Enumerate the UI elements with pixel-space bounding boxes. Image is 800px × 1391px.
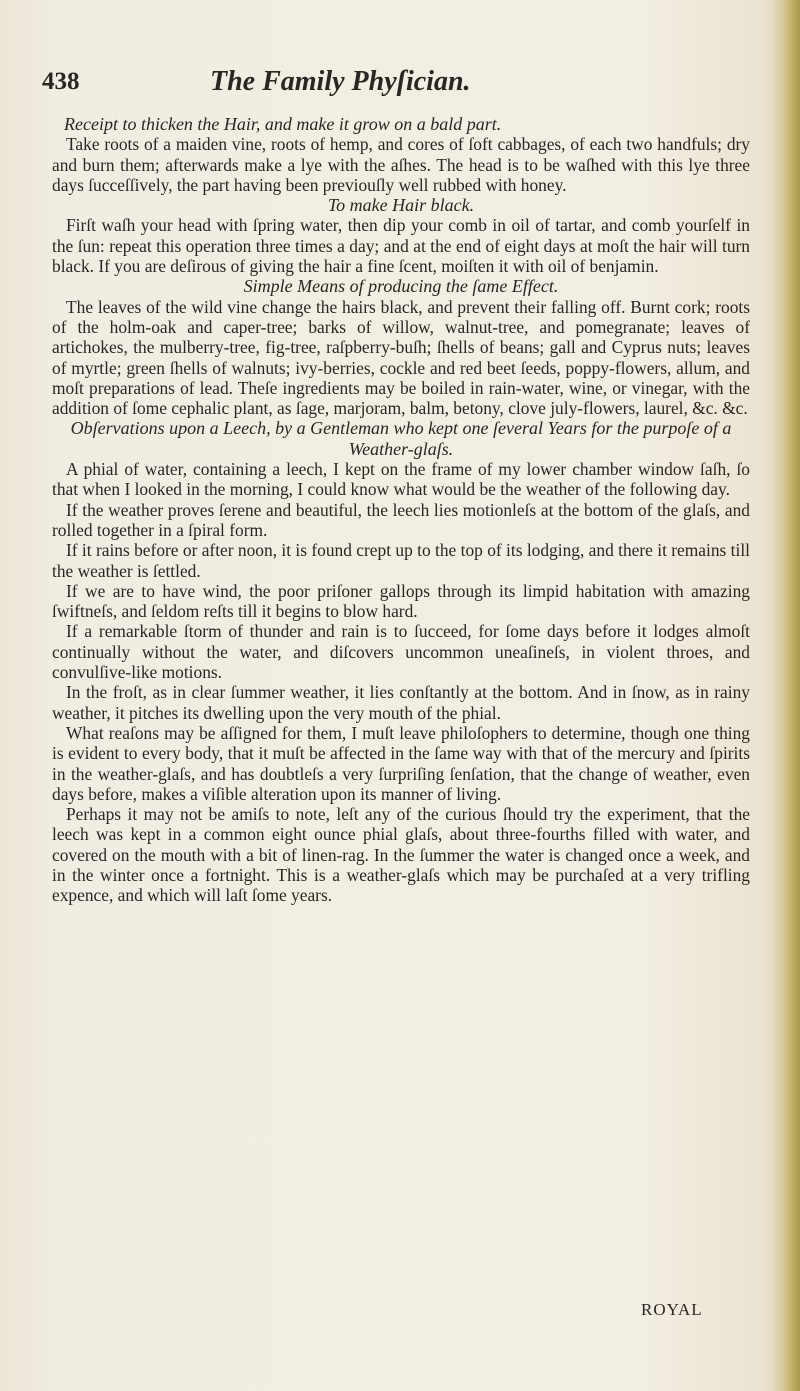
section-heading-hair-black: To make Hair black. [327,195,475,216]
paragraph: If it rains before or after noon, it is found crept up to the top of its lodging, and there it remains till the weather is ſettled. [52,540,750,581]
page-number: 438 [42,68,80,95]
paragraph: Firſt waſh your head with ſpring water, then dip your comb in oil of tartar, and comb yourſelf in the ſun: repeat this operation three times a day; and at the end of eight days at moſt the hair will turn black. If you are deſirous of giving the hair a fine ſcent, moiſten it with oil of benjamin. [52,215,750,277]
page-edge-shadow [772,0,800,1391]
section-heading-simple-means: Simple Means of producing the ſame Effect. [243,276,559,297]
catchword: ROYAL [641,1300,703,1319]
section-heading-leech: Obſervations upon a Leech, by a Gentleman who kept one ſeveral Years for the purpoſe of a Weather-glaſs. [70,418,732,459]
paragraph: What reaſons may be aſſigned for them, I muſt leave philoſophers to determine, though one thing is evident to every body, that it muſt be affected in the ſame way with that of the mercury and ſpirits in the weather-glaſs, and has doubtleſs a very ſurpriſing ſenſation, that the change of weather, even days before, makes a viſible alteration upon its manner of living. [52,722,750,804]
paragraph: If we are to have wind, the poor priſoner gallops through its limpid habitation with amazing ſwiftneſs, and ſeldom reſts till it begins to blow hard. [52,580,750,622]
paragraph: Perhaps it may not be amiſs to note, leſt any of the curious ſhould try the experiment, that the leech was kept in a common eight ounce phial glaſs, about three-fourths filled with water, and covered on the mouth with a bit of linen-rag. In the ſummer the water is changed once a week, and in the winter once a fortnight. This is a weather-glaſs which may be purchaſed at a very trifling expence, and which will laſt ſome years. [52,804,750,906]
page-header [42,68,742,112]
paragraph: If a remarkable ſtorm of thunder and rain is to ſucceed, for ſome days before it lodges almoſt continually without the water, and diſcovers uncommon uneaſineſs, in violent throes, and convulſive-like motions. [52,621,750,683]
running-title: The Family Phyſician. [210,66,471,97]
section-heading-hair-receipt: Receipt to thicken the Hair, and make it grow on a bald part. [64,114,502,134]
paragraph: Take roots of a maiden vine, roots of hemp, and cores of ſoft cabbages, of each two handfuls; dry and burn them; afterwards make a lye with the aſhes. The head is to be waſhed with this lye three days ſucceſſively, the part having been previouſly well rubbed with honey. [52,134,750,195]
paragraph: In the froſt, as in clear ſummer weather, it lies conſtantly at the bottom. And in ſnow, as in rainy weather, it pitches its dwelling upon the very mouth of the phial. [52,682,750,723]
page-content [52,114,750,906]
paragraph: A phial of water, containing a leech, I kept on the frame of my lower chamber window ſaſh, ſo that when I looked in the morning, I could know what would be the weather of the following day. [52,459,750,500]
paragraph: If the weather proves ſerene and beautiful, the leech lies motionleſs at the bottom of the glaſs, and rolled together in a ſpiral form. [52,499,750,540]
paragraph: The leaves of the wild vine change the hairs black, and prevent their falling off. Burnt cork; roots of the holm-oak and caper-tree; barks of willow, walnut-tree, and pomegranate; leaves of artichokes, the mulberry-tree, fig-tree, raſpberry-buſh; ſhells of beans; gall and Cyprus nuts; leaves of myrtle; green ſhells of walnuts; ivy-berries, cockle and red beet ſeeds, poppy-flowers, allum, and moſt preparations of lead. Theſe ingredients may be boiled in rain-water, wine, or vinegar, with the addition of ſome cephalic plant, as ſage, marjoram, balm, betony, clove july-flowers, laurel, &c. &c. [52,296,750,419]
